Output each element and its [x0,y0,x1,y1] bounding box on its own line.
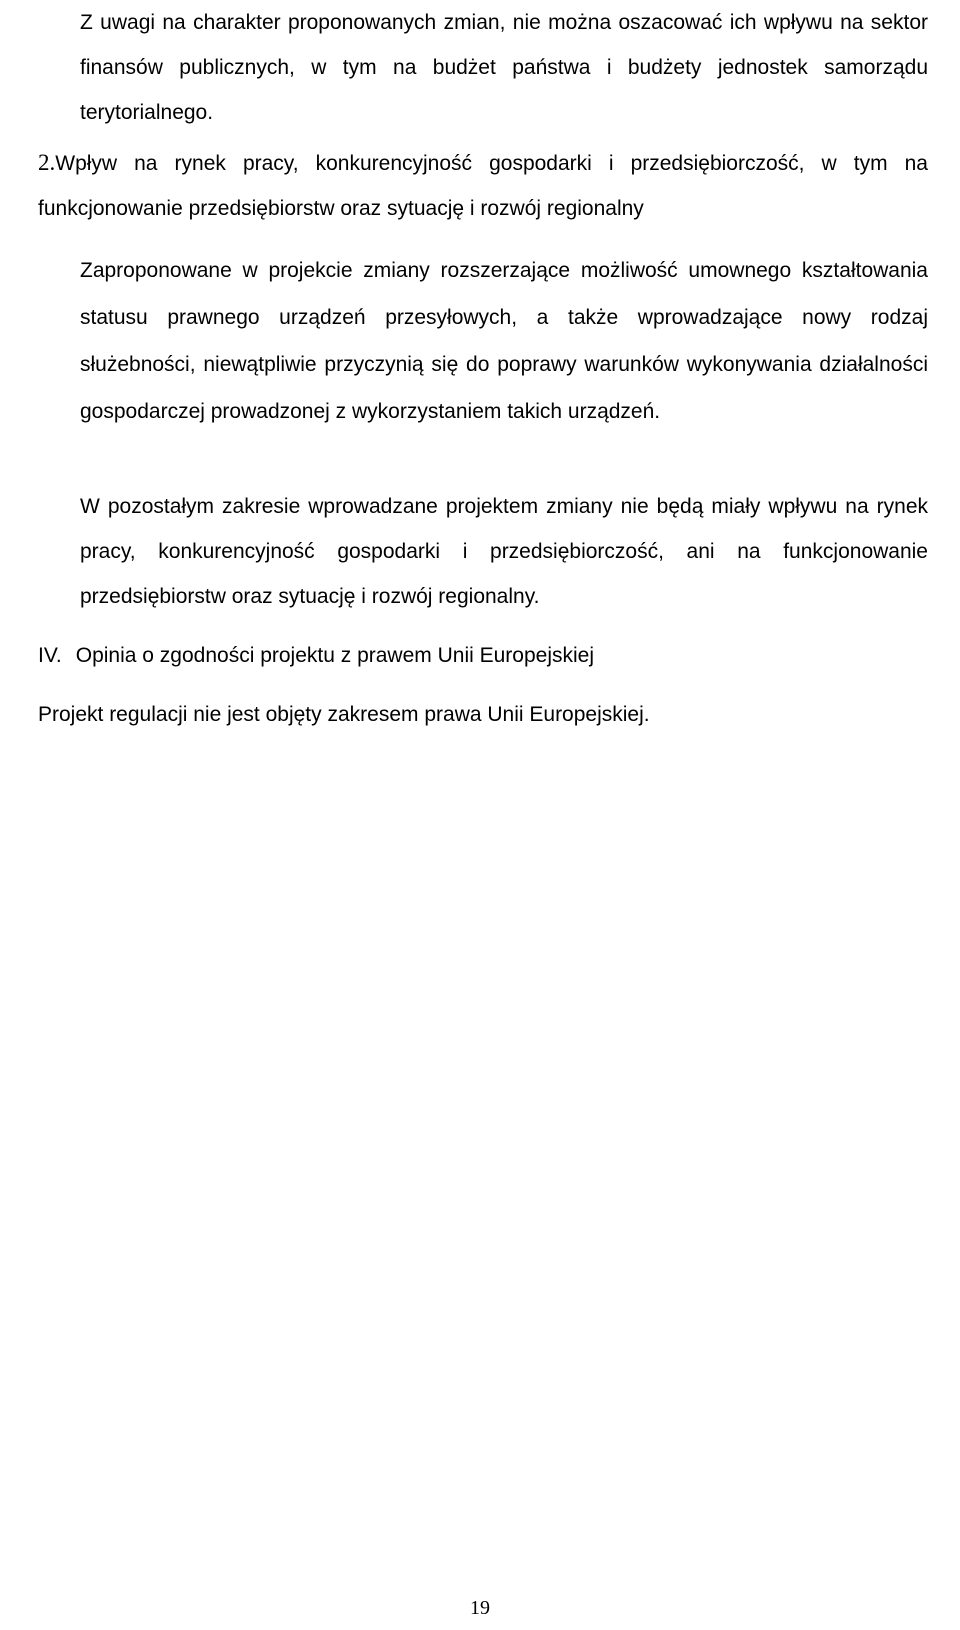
section-IV-heading [38,633,594,678]
paragraph-remaining-scope: W pozostałym zakresie wprowadzane projektem zmiany nie będą miały wpływu na rynek pracy, konkurencyjność gospodarki i przedsiębiorczość, ani na funkcjonowanie przedsiębiorstw oraz sytuację i rozwój regionalny. [80,495,928,608]
paragraph-public-finance-impact: Z uwagi na charakter proponowanych zmian, nie można oszacować ich wpływu na sektor finansów publicznych, w tym na budżet państwa i budżety jednostek samorządu terytorialnego. [80,11,928,124]
section-IV-title: Opinia o zgodności projektu z prawem Unii Europejskiej [75,644,595,667]
section-IV-number: IV. [38,644,62,667]
section-2-number: 2. [38,150,56,175]
paragraph-eu-law-scope: Projekt regulacji nie jest objęty zakresem prawa Unii Europejskiej. [38,703,650,726]
section-2-title: Wpływ na rynek pracy, konkurencyjność gospodarki i przedsiębiorczość, w tym na funkcjonowanie przedsiębiorstw oraz sytuację i rozwój regionalny [38,152,928,220]
page-number: 19 [470,1597,490,1619]
section-2-heading [38,140,928,231]
paragraph-proposed-changes: Zaproponowane w projekcie zmiany rozszerzające możliwość umownego kształtowania statusu prawnego urządzeń przesyłowych, a także wprowadzające nowy rodzaj służebności, niewątpliwie przyczynią się do poprawy warunków wykonywania działalności gospodarczej prowadzonej z wykorzystaniem takich urządzeń. [80,259,928,423]
